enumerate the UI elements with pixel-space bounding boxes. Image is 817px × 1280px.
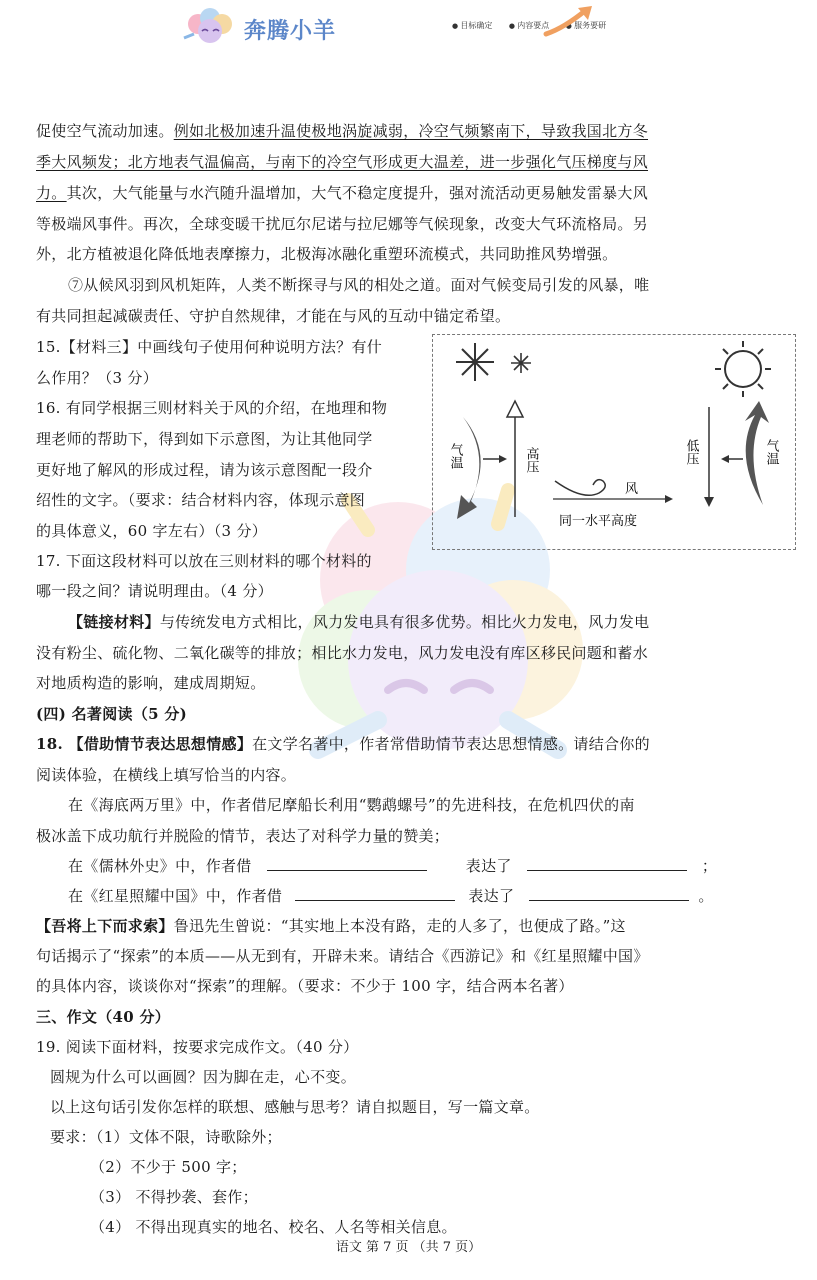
diagram-drawing [433,335,795,549]
answer-blank[interactable] [529,886,689,901]
essay-prompt: 以上这句话引发你怎样的联想、感触与思考？请自拟题目，写一篇文章。 [50,1098,540,1116]
link-material: 【链接材料】与传统发电方式相比，风力发电具有很多优势。相比火力发电，风力发电 [68,613,650,631]
question-15: 15.【材料三】中画线句子使用何种说明方法？有什 [36,338,383,356]
question-18-example: 在《海底两万里》中，作者借尼摩船长利用“鹦鹉螺号”的先进科技，在危机四伏的南 [68,796,635,814]
answer-blank[interactable] [527,856,687,871]
label-qiwen-right: 气温 [763,439,779,465]
snowflake-small-icon [511,353,531,373]
label-level: 同一水平高度 [559,514,638,529]
answer-blank[interactable] [295,886,455,901]
answer-blank[interactable] [267,856,427,871]
header-tag: ● 服务要研 [566,21,606,30]
question-19: 19. 阅读下面材料，按要求完成作文。（40 分） [36,1038,359,1056]
material-line: 力。其次，大气能量与水汽随升温增加，大气不稳定度提升，强对流活动更易触发雷暴大风 [36,184,649,202]
page-footer: 语文 第 7 页 （共 7 页） [335,1240,482,1255]
material-line: 外，北方植被退化降低地表摩擦力，北极海冰融化重塑环流模式，共同助推风势增强。 [36,245,618,263]
arrow-decoration-icon [540,2,600,38]
material-line: 季大风频发；北方地表气温偏高，与南下的冷空气形成更大温差，进一步强化气压梯度与风 [36,153,649,171]
label-gaoya: 高压 [523,447,539,473]
explore-question-line: 句话揭示了“探索”的本质——从无到有，开辟未来。请结合《西游记》和《红星照耀中国》 [36,947,649,965]
question-17: 17. 下面这段材料可以放在三则材料的哪个材料的 [36,552,372,570]
essay-requirement: （2）不少于 500 字； [90,1158,247,1176]
wind-formation-diagram [432,334,796,550]
question-16: 更好地了解风的形成过程，请为该示意图配一段介 [36,461,373,479]
question-16: 理老师的帮助下，得到如下示意图，为让其他同学 [36,430,373,448]
page-header [0,0,817,60]
brand-logo-icon [180,4,242,50]
essay-requirement: （3） 不得抄袭、套作； [90,1188,258,1206]
essay-requirement: （4） 不得出现真实的地名、校名、人名等相关信息。 [90,1218,457,1236]
question-18-example: 极冰盖下成功航行并脱险的情节，表达了对科学力量的赞美； [36,827,450,845]
question-16: 的具体意义，60 字左右）（3 分） [36,522,268,540]
header-tag: ● 内容要点 [509,21,549,30]
label-diya: 低压 [683,439,699,465]
question-16: 绍性的文字。（要求：结合材料内容，体现示意图 [36,491,366,509]
paragraph-7-line: ⑦从候风羽到风机矩阵，人类不断探寻与风的相处之道。面对气候变局引发的风暴，唯 [68,276,650,294]
question-16: 16. 有同学根据三则材料关于风的介绍，在地理和物 [36,399,388,417]
brand-name: 奔腾小羊 [244,19,337,44]
wind-wave-icon [555,480,605,496]
question-17: 哪一段之间？请说明理由。（4 分） [36,582,273,600]
sun-icon [715,341,771,397]
link-material-line: 没有粉尘、硫化物、二氧化碳等的排放；相比水力发电，风力发电没有库区移民问题和蓄水 [36,644,649,662]
section-4-heading: (四) 名著阅读（5 分) [36,705,188,723]
link-material-line: 对地质构造的影响，建成周期短。 [36,674,266,692]
question-18-fill-1: 在《儒林外史》中，作者借 表达了 ； [68,857,718,875]
question-18: 18. 【借助情节表达思想情感】在文学名著中，作者常借助情节表达思想情感。请结合你的 [36,735,650,753]
label-qiwen-left: 气温 [447,443,463,469]
essay-requirement: 要求：（1）文体不限，诗歌除外； [50,1128,282,1146]
question-18-fill-2: 在《红星照耀中国》中，作者借 表达了 。 [68,887,714,905]
label-feng: 风 [625,482,639,497]
explore-question-line: 的具体内容，谈谈你对“探索”的理解。（要求：不少于 100 字，结合两本名著） [36,977,574,995]
question-15: 么作用？（3 分） [36,369,159,387]
material-line: 等极端风事件。再次，全球变暖干扰厄尔尼诺与拉尼娜等气候现象，改变大气环流格局。另 [36,215,649,233]
snowflake-icon [456,343,494,381]
material-line: 促使空气流动加速。例如北极加速升温使极地涡旋减弱，冷空气频繁南下，导致我国北方冬 [36,122,649,140]
question-18-line: 阅读体验，在横线上填写恰当的内容。 [36,766,297,784]
explore-question: 【吾将上下而求索】鲁迅先生曾说：“其实地上本没有路，走的人多了，也便成了路。”这 [36,917,626,935]
paragraph-7-line: 有共同担起减碳责任、守护自然规律，才能在与风的互动中锚定希望。 [36,307,511,325]
header-tag: ● 目标确定 [452,21,492,30]
essay-material: 圆规为什么可以画圆？因为脚在走，心不变。 [50,1068,357,1086]
section-3-heading: 三、作文（40 分） [36,1008,171,1026]
